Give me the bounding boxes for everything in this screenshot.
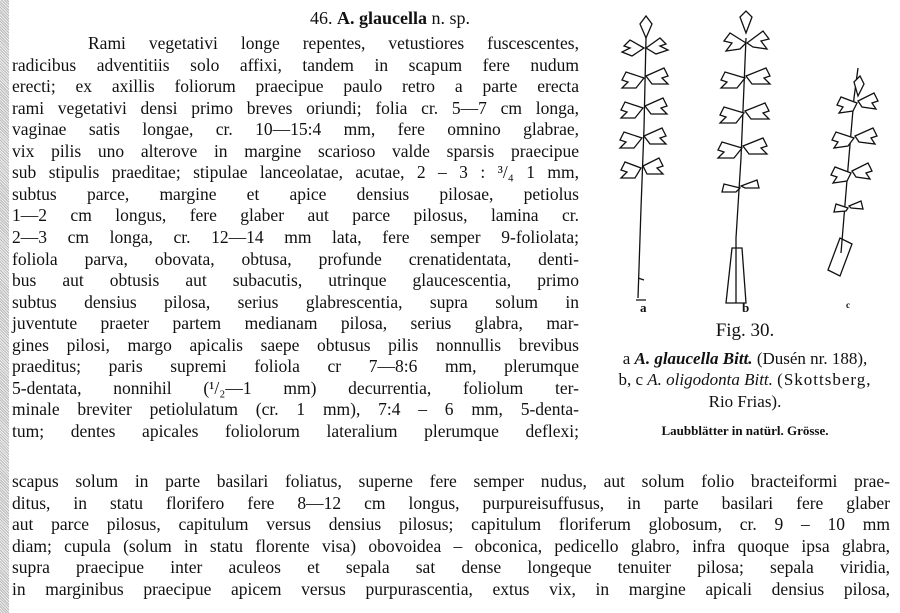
caption-a-prefix: a bbox=[622, 349, 631, 368]
leaf-b-drawing bbox=[718, 11, 770, 303]
scan-edge bbox=[0, 0, 9, 613]
figure-note: Laubblätter in natürl. Grösse. bbox=[661, 423, 829, 438]
text-line: praeditus; paris supremi foliola cr 7—8:6 mm, plerumque bbox=[12, 356, 579, 377]
text-line: vix pilis uno alterove in margine scarioso valde sparsis praecipue bbox=[12, 140, 579, 161]
figure-title: Fig. 30. bbox=[715, 320, 775, 341]
text-line: minale breviter petiolulatum (cr. 1 mm), 7:4 – 6 mm, 5-denta- bbox=[12, 399, 579, 420]
text-line: aut parce pilosus, capitulum versus densius pilosus; capitulum floriferum globosum, cr. 9 – 10 mm bbox=[12, 514, 890, 535]
text-line: diam; cupula (solum in statu florente visa) obovoidea – obconica, pedicello glabro, infra quoque ipsa glabra, bbox=[12, 535, 890, 556]
text-line: foliola parva, obovata, obtusa, profunde crenatidentata, denti- bbox=[12, 248, 579, 269]
text-line: bus aut obtusis aut subacutis, utrinque glaucescentia, primo bbox=[12, 270, 579, 291]
text-line: tum; dentes apicales foliolorum lateralium plerumque deflexi; bbox=[12, 420, 579, 441]
text-line: subtus densius pilosa, serius glabrescentia, supra solum in bbox=[12, 291, 579, 312]
caption-a-species: A. glaucella Bitt. bbox=[634, 349, 753, 368]
leaf-a-drawing bbox=[620, 16, 668, 300]
text-line: ditus, in statu florifero fere 8—12 cm longus, purpureisuffusus, in parte basilari fere glaber bbox=[12, 492, 890, 513]
species-suffix: n. sp. bbox=[431, 8, 471, 28]
species-number: 46. bbox=[310, 8, 333, 28]
figure-caption-a bbox=[590, 349, 900, 369]
leaf-c-drawing bbox=[828, 68, 878, 276]
text-line: vaginae satis longae, cr. 10—15:4 mm, fere omnino glabrae, bbox=[12, 119, 579, 140]
figure-caption-b bbox=[590, 370, 900, 390]
text-line: sub stipulis praeditae; stipulae lanceolatae, acutae, 2 – 3 : ³/₄ 1 mm, bbox=[12, 162, 579, 183]
caption-b-species: A. oligodonta Bitt. bbox=[647, 370, 773, 389]
text-line: subtus parce, margine et apice densius pilosae, petiolus bbox=[12, 183, 579, 204]
text-line: radicibus adventitiis solo affixi, tandem in scapum fere nudum bbox=[12, 54, 579, 75]
figure-label-a: a bbox=[640, 300, 647, 315]
text-line: 1—2 cm longus, fere glaber aut parce pilosus, lamina cr. bbox=[12, 205, 579, 226]
species-name: A. glaucella bbox=[337, 8, 427, 28]
text-line: supra praecipue inter aculeos et sepala sat dense longeque tenuiter pilosa; sepala viridia, bbox=[12, 557, 890, 578]
text-line: 5-dentata, nonnihil (¹/₂—1 mm) decurrentia, foliolum ter- bbox=[12, 377, 579, 398]
leaf-illustrations bbox=[596, 8, 896, 308]
species-heading bbox=[310, 8, 470, 29]
text-line: Rami vegetativi longe repentes, vetustiores fuscescentes, bbox=[88, 33, 579, 53]
text-line: erecti; ex axillis foliorum praecipue paulo retro a parte erecta bbox=[12, 76, 579, 97]
text-line: rami vegetativi densi primo breves oriundi; folia cr. 5—7 cm longa, bbox=[12, 97, 579, 118]
caption-a-source: (Dusén nr. 188), bbox=[756, 349, 868, 368]
text-line: scapus solum in parte basilari foliatus, superne fere semper nudus, aut solum folio bracteiformi prae- bbox=[12, 471, 890, 491]
text-line: juventute praeter partem medianam pilosa, serius glabra, mar- bbox=[12, 313, 579, 334]
caption-b-prefix: b, c bbox=[618, 370, 644, 389]
text-line: gines pilosi, margo apicalis saepe obtusus pilis nonnullis brevibus bbox=[12, 334, 579, 355]
figure-label-c: c bbox=[846, 300, 850, 310]
text-line: in marginibus praecipue apicem versus purpurascentia, extus vix, in margine apicali densius pilosa, bbox=[12, 578, 890, 599]
caption-b-source: (Skottsberg, bbox=[777, 370, 872, 389]
figure-caption-b-location: Rio Frias). bbox=[708, 392, 782, 411]
figure-label-b: b bbox=[742, 300, 750, 315]
text-line: 2—3 cm longa, cr. 12—14 mm lata, fere semper 9-foliolata; bbox=[12, 226, 579, 247]
